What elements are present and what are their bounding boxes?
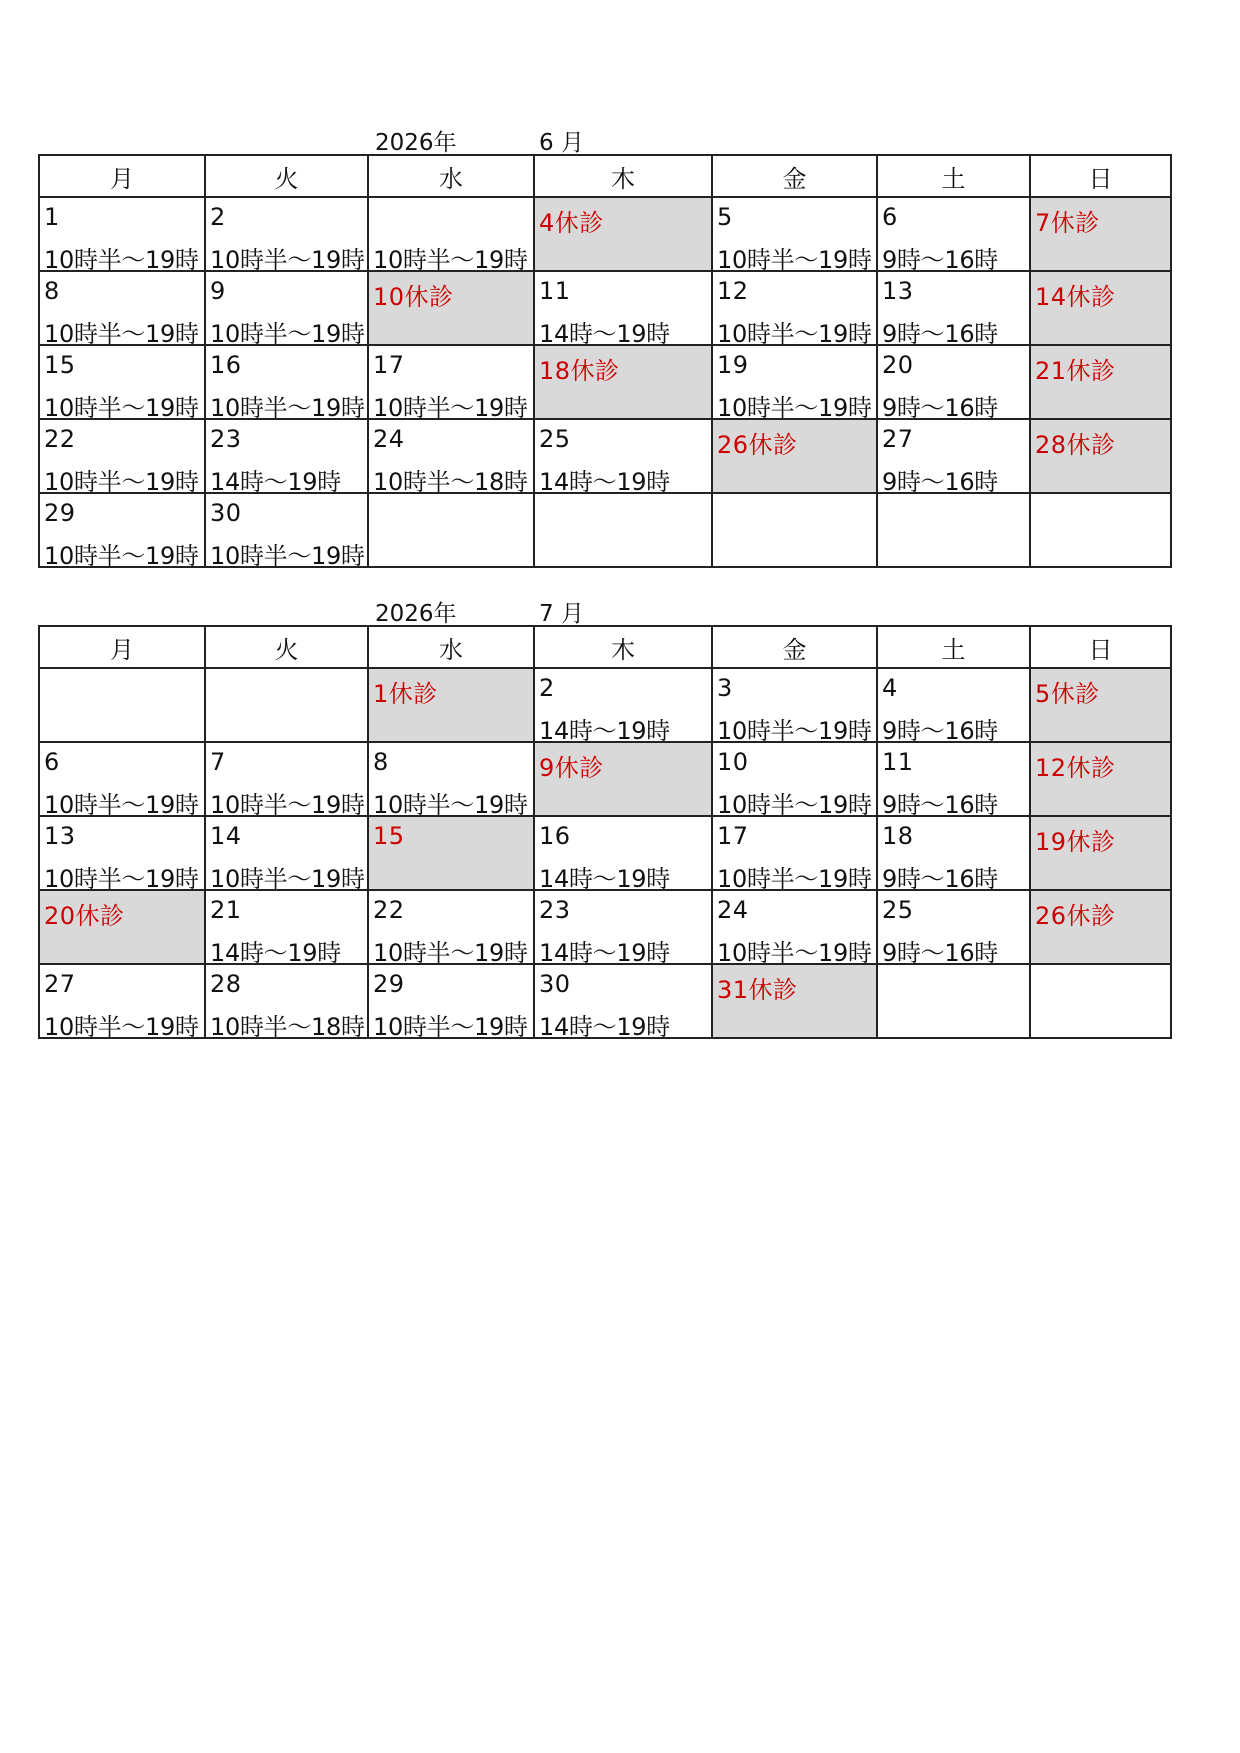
day-number: 26休診 bbox=[717, 431, 798, 459]
clinic-hours: 10時半～19時 bbox=[210, 865, 365, 889]
day-cell bbox=[877, 742, 1030, 816]
clinic-hours: 10時半～19時 bbox=[717, 865, 872, 889]
day-cell bbox=[39, 345, 205, 419]
day-number: 29 bbox=[373, 970, 405, 998]
closed-day-cell bbox=[1030, 742, 1171, 816]
day-cell bbox=[39, 816, 205, 890]
clinic-hours: 10時半～19時 bbox=[44, 468, 199, 492]
week-row bbox=[39, 742, 1171, 816]
weekday-sun: 日 bbox=[1030, 155, 1171, 197]
day-cell bbox=[712, 668, 877, 742]
closed-day-cell bbox=[39, 890, 205, 964]
day-number: 8 bbox=[373, 748, 389, 776]
day-number: 1休診 bbox=[373, 680, 438, 708]
day-number: 16 bbox=[210, 351, 242, 379]
clinic-hours: 9時～16時 bbox=[882, 246, 999, 270]
day-number: 21 bbox=[210, 896, 242, 924]
clinic-hours: 10時半～19時 bbox=[210, 542, 365, 566]
day-number: 14休診 bbox=[1035, 283, 1116, 311]
closed-day-cell bbox=[1030, 271, 1171, 345]
clinic-hours: 10時半～19時 bbox=[717, 320, 872, 344]
day-cell bbox=[39, 668, 205, 742]
day-number: 16 bbox=[539, 822, 571, 850]
day-number: 25 bbox=[539, 425, 571, 453]
day-cell bbox=[877, 271, 1030, 345]
day-number: 12休診 bbox=[1035, 754, 1116, 782]
day-number: 13 bbox=[882, 277, 914, 305]
closed-day-cell bbox=[368, 271, 534, 345]
week-row bbox=[39, 419, 1171, 493]
day-cell bbox=[877, 890, 1030, 964]
week-row bbox=[39, 197, 1171, 271]
clinic-hours: 10時半～19時 bbox=[717, 791, 872, 815]
day-number: 26休診 bbox=[1035, 902, 1116, 930]
clinic-hours: 10時半～19時 bbox=[717, 246, 872, 270]
day-number: 4休診 bbox=[539, 209, 604, 237]
clinic-hours: 9時～16時 bbox=[882, 717, 999, 741]
clinic-hours: 14時～19時 bbox=[539, 1013, 670, 1037]
day-cell bbox=[534, 964, 712, 1038]
calendar-month: 6 月 bbox=[539, 130, 584, 156]
closed-day-cell bbox=[712, 419, 877, 493]
day-cell bbox=[534, 271, 712, 345]
day-cell bbox=[368, 419, 534, 493]
day-number: 28 bbox=[210, 970, 242, 998]
day-number: 17 bbox=[717, 822, 749, 850]
weekday-tue: 火 bbox=[205, 155, 368, 197]
closed-day-cell bbox=[534, 742, 712, 816]
week-row bbox=[39, 890, 1171, 964]
day-cell bbox=[368, 345, 534, 419]
week-row bbox=[39, 271, 1171, 345]
clinic-hours: 10時半～19時 bbox=[44, 1013, 199, 1037]
day-cell bbox=[712, 271, 877, 345]
weekday-sat: 土 bbox=[877, 155, 1030, 197]
day-number: 8 bbox=[44, 277, 60, 305]
closed-day-cell bbox=[1030, 668, 1171, 742]
day-number: 11 bbox=[882, 748, 914, 776]
clinic-hours: 10時半～19時 bbox=[44, 320, 199, 344]
weekday-mon: 月 bbox=[39, 626, 205, 668]
day-number: 12 bbox=[717, 277, 749, 305]
calendar-table-july bbox=[38, 625, 1172, 1039]
clinic-hours: 10時半～19時 bbox=[210, 394, 365, 418]
day-number: 7休診 bbox=[1035, 209, 1100, 237]
day-number: 15 bbox=[373, 822, 405, 850]
weekday-sun: 日 bbox=[1030, 626, 1171, 668]
day-number: 9休診 bbox=[539, 754, 604, 782]
clinic-hours: 9時～16時 bbox=[882, 939, 999, 963]
day-cell bbox=[712, 890, 877, 964]
clinic-hours: 9時～16時 bbox=[882, 791, 999, 815]
weekday-thu: 木 bbox=[534, 626, 712, 668]
closed-day-cell bbox=[534, 197, 712, 271]
day-cell bbox=[205, 816, 368, 890]
day-cell bbox=[534, 890, 712, 964]
day-cell bbox=[534, 493, 712, 567]
day-number: 24 bbox=[717, 896, 749, 924]
day-cell bbox=[1030, 493, 1171, 567]
day-cell bbox=[877, 197, 1030, 271]
day-cell bbox=[877, 493, 1030, 567]
weekday-header-row bbox=[39, 155, 1171, 197]
day-cell bbox=[712, 345, 877, 419]
clinic-hours: 10時半～19時 bbox=[210, 791, 365, 815]
day-cell bbox=[877, 419, 1030, 493]
day-cell bbox=[712, 742, 877, 816]
day-cell bbox=[39, 493, 205, 567]
day-number: 10 bbox=[717, 748, 749, 776]
day-cell bbox=[368, 964, 534, 1038]
day-number: 29 bbox=[44, 499, 76, 527]
day-cell bbox=[712, 197, 877, 271]
day-number: 3 bbox=[717, 674, 733, 702]
closed-day-cell bbox=[368, 816, 534, 890]
clinic-hours: 10時半～19時 bbox=[44, 394, 199, 418]
day-number: 10休診 bbox=[373, 283, 454, 311]
closed-day-cell bbox=[368, 668, 534, 742]
closed-day-cell bbox=[1030, 890, 1171, 964]
weekday-thu: 木 bbox=[534, 155, 712, 197]
day-number: 28休診 bbox=[1035, 431, 1116, 459]
weekday-wed: 水 bbox=[368, 626, 534, 668]
clinic-hours: 14時～19時 bbox=[539, 939, 670, 963]
clinic-hours: 9時～16時 bbox=[882, 320, 999, 344]
day-number: 22 bbox=[373, 896, 405, 924]
calendar-body bbox=[39, 197, 1171, 567]
clinic-hours: 10時半～19時 bbox=[373, 246, 528, 270]
day-cell bbox=[205, 271, 368, 345]
clinic-hours: 14時～19時 bbox=[539, 865, 670, 889]
clinic-hours: 10時半～19時 bbox=[717, 394, 872, 418]
day-cell bbox=[534, 668, 712, 742]
day-cell bbox=[205, 890, 368, 964]
weekday-fri: 金 bbox=[712, 626, 877, 668]
day-cell bbox=[712, 816, 877, 890]
clinic-hours: 10時半～19時 bbox=[717, 717, 872, 741]
day-number: 30 bbox=[539, 970, 571, 998]
weekday-header-row bbox=[39, 626, 1171, 668]
clinic-hours: 10時半～19時 bbox=[44, 865, 199, 889]
day-number: 5休診 bbox=[1035, 680, 1100, 708]
day-cell bbox=[39, 197, 205, 271]
day-number: 18 bbox=[882, 822, 914, 850]
day-cell bbox=[1030, 964, 1171, 1038]
day-number: 2 bbox=[210, 203, 226, 231]
day-number: 1 bbox=[44, 203, 60, 231]
day-number: 2 bbox=[539, 674, 555, 702]
day-number: 21休診 bbox=[1035, 357, 1116, 385]
day-number: 19 bbox=[717, 351, 749, 379]
weekday-mon: 月 bbox=[39, 155, 205, 197]
day-number: 13 bbox=[44, 822, 76, 850]
calendar-month: 7 月 bbox=[539, 601, 584, 627]
clinic-hours: 14時～19時 bbox=[210, 468, 341, 492]
day-cell bbox=[368, 890, 534, 964]
day-cell bbox=[877, 668, 1030, 742]
clinic-hours: 10時半～19時 bbox=[373, 939, 528, 963]
clinic-hours: 9時～16時 bbox=[882, 865, 999, 889]
day-cell bbox=[368, 197, 534, 271]
day-number: 19休診 bbox=[1035, 828, 1116, 856]
day-cell bbox=[39, 742, 205, 816]
day-cell bbox=[205, 742, 368, 816]
clinic-hours: 14時～19時 bbox=[539, 717, 670, 741]
calendar-year: 2026年 bbox=[375, 601, 457, 627]
clinic-hours: 10時半～19時 bbox=[210, 320, 365, 344]
day-number: 11 bbox=[539, 277, 571, 305]
day-cell bbox=[712, 493, 877, 567]
clinic-hours: 10時半～19時 bbox=[210, 246, 365, 270]
day-cell bbox=[205, 964, 368, 1038]
weekday-tue: 火 bbox=[205, 626, 368, 668]
day-number: 24 bbox=[373, 425, 405, 453]
weekday-fri: 金 bbox=[712, 155, 877, 197]
clinic-hours: 14時～19時 bbox=[210, 939, 341, 963]
week-row bbox=[39, 964, 1171, 1038]
clinic-hours: 10時半～19時 bbox=[44, 791, 199, 815]
day-cell bbox=[534, 419, 712, 493]
day-number: 9 bbox=[210, 277, 226, 305]
day-cell bbox=[534, 816, 712, 890]
day-number: 20 bbox=[882, 351, 914, 379]
day-cell bbox=[205, 419, 368, 493]
calendar-title-july bbox=[38, 589, 1170, 629]
day-number: 6 bbox=[882, 203, 898, 231]
weekday-wed: 水 bbox=[368, 155, 534, 197]
day-number: 7 bbox=[210, 748, 226, 776]
clinic-hours: 10時半～19時 bbox=[44, 542, 199, 566]
day-number: 31休診 bbox=[717, 976, 798, 1004]
day-number: 23 bbox=[539, 896, 571, 924]
day-number: 14 bbox=[210, 822, 242, 850]
week-row bbox=[39, 493, 1171, 567]
day-number: 15 bbox=[44, 351, 76, 379]
day-number: 25 bbox=[882, 896, 914, 924]
day-cell bbox=[368, 493, 534, 567]
clinic-hours: 14時～19時 bbox=[539, 320, 670, 344]
day-number: 17 bbox=[373, 351, 405, 379]
day-cell bbox=[877, 816, 1030, 890]
clinic-hours: 9時～16時 bbox=[882, 394, 999, 418]
day-cell bbox=[39, 271, 205, 345]
closed-day-cell bbox=[1030, 816, 1171, 890]
day-cell bbox=[205, 345, 368, 419]
clinic-hours: 9時～16時 bbox=[882, 468, 999, 492]
closed-day-cell bbox=[1030, 197, 1171, 271]
clinic-hours: 10時半～18時 bbox=[373, 468, 528, 492]
day-number: 5 bbox=[717, 203, 733, 231]
closed-day-cell bbox=[1030, 345, 1171, 419]
day-cell bbox=[205, 668, 368, 742]
clinic-hours: 10時半～19時 bbox=[373, 394, 528, 418]
day-number: 22 bbox=[44, 425, 76, 453]
week-row bbox=[39, 816, 1171, 890]
calendar-year: 2026年 bbox=[375, 130, 457, 156]
clinic-hours: 10時半～19時 bbox=[44, 246, 199, 270]
clinic-hours: 10時半～19時 bbox=[373, 791, 528, 815]
closed-day-cell bbox=[1030, 419, 1171, 493]
calendar-title-june bbox=[38, 118, 1170, 158]
day-number: 20休診 bbox=[44, 902, 125, 930]
day-number: 27 bbox=[44, 970, 76, 998]
clinic-hours: 10時半～19時 bbox=[717, 939, 872, 963]
clinic-hours: 10時半～18時 bbox=[210, 1013, 365, 1037]
day-number: 4 bbox=[882, 674, 898, 702]
day-number: 30 bbox=[210, 499, 242, 527]
day-number: 23 bbox=[210, 425, 242, 453]
day-cell bbox=[877, 345, 1030, 419]
day-number: 6 bbox=[44, 748, 60, 776]
clinic-hours: 10時半～19時 bbox=[373, 1013, 528, 1037]
day-number: 27 bbox=[882, 425, 914, 453]
week-row bbox=[39, 345, 1171, 419]
weekday-sat: 土 bbox=[877, 626, 1030, 668]
day-number: 18休診 bbox=[539, 357, 620, 385]
clinic-hours: 14時～19時 bbox=[539, 468, 670, 492]
day-cell bbox=[39, 964, 205, 1038]
calendar-table-june bbox=[38, 154, 1172, 568]
day-cell bbox=[205, 197, 368, 271]
day-cell bbox=[368, 742, 534, 816]
closed-day-cell bbox=[712, 964, 877, 1038]
day-cell bbox=[205, 493, 368, 567]
week-row bbox=[39, 668, 1171, 742]
closed-day-cell bbox=[534, 345, 712, 419]
calendar-body bbox=[39, 668, 1171, 1038]
day-cell bbox=[39, 419, 205, 493]
day-cell bbox=[877, 964, 1030, 1038]
